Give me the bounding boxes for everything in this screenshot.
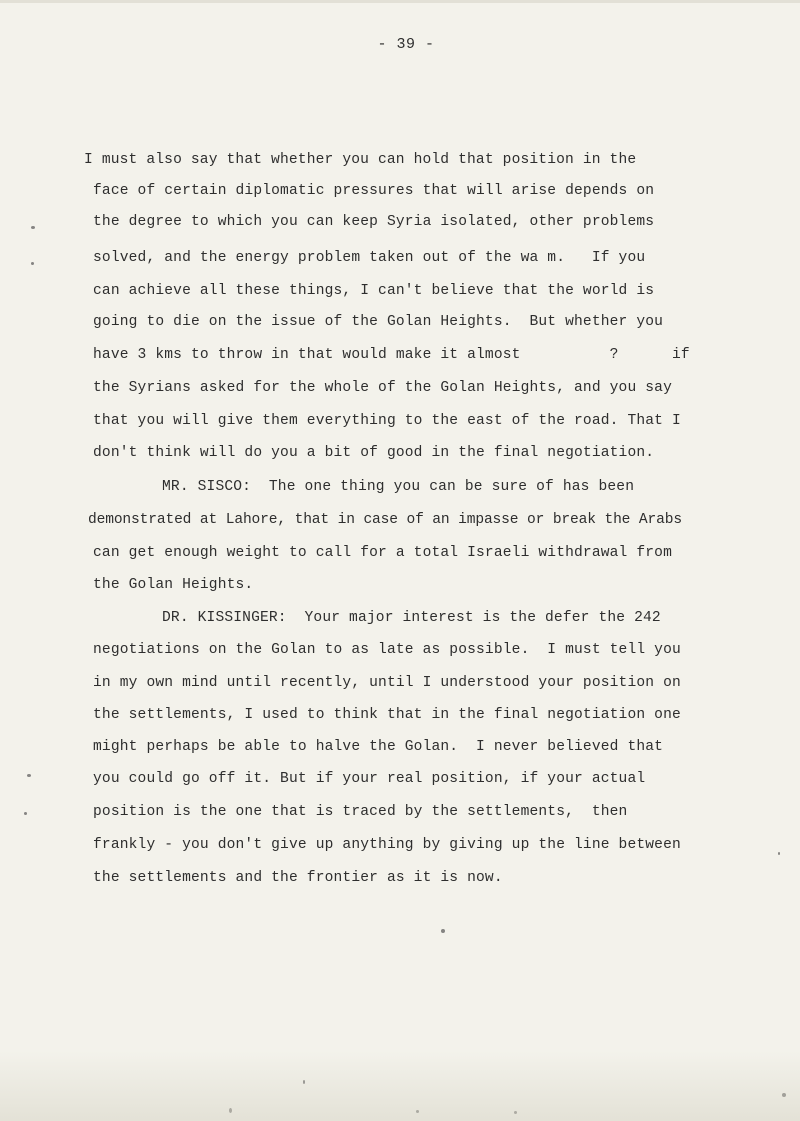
text-line: can achieve all these things, I can't believe that the world is [93,283,655,299]
text-line: have 3 kms to throw in that would make it almost ? if [93,347,690,363]
text-line: might perhaps be able to halve the Golan. I never believed that [93,739,664,755]
text-line: solved, and the energy problem taken out of the wa m. If you [93,250,646,266]
text-line: that you will give them everything to the east of the road. That I [93,413,681,429]
page-number: - 39 - [377,36,435,53]
scan-speck [24,812,27,815]
text-line: position is the one that is traced by the settlements, then [93,804,628,820]
text-line: I must also say that whether you can hold that position in the [84,152,637,168]
text-line: the settlements, I used to think that in the final negotiation one [93,707,681,723]
text-line: going to die on the issue of the Golan Heights. But whether you [93,314,664,330]
speaker-line-kissinger: DR. KISSINGER: Your major interest is the defer the 242 [162,610,661,626]
text-line: the degree to which you can keep Syria isolated, other problems [93,214,655,230]
text-line: you could go off it. But if your real position, if your actual [93,771,646,787]
text-line: the Syrians asked for the whole of the Golan Heights, and you say [93,380,672,396]
text-line: don't think will do you a bit of good in the final negotiation. [93,445,655,461]
speaker-line-sisco: MR. SISCO: The one thing you can be sure of has been [162,479,635,495]
text-line: in my own mind until recently, until I understood your position on [93,675,681,691]
scan-speck [441,929,445,933]
text-line: demonstrated at Lahore, that in case of an impasse or break the Arabs [88,512,682,528]
text-line: the Golan Heights. [93,577,254,593]
text-line: negotiations on the Golan to as late as possible. I must tell you [93,642,681,658]
text-line: can get enough weight to call for a total Israeli withdrawal from [93,545,672,561]
scan-speck [31,262,34,265]
page-bottom-shading [0,1051,800,1121]
scan-speck [778,852,780,855]
text-line: frankly - you don't give up anything by giving up the line between [93,837,681,853]
page-top-edge [0,0,800,3]
text-line: the settlements and the frontier as it is now. [93,870,503,886]
text-line: face of certain diplomatic pressures that will arise depends on [93,183,655,199]
scan-speck [27,774,31,777]
scan-speck [31,226,35,229]
